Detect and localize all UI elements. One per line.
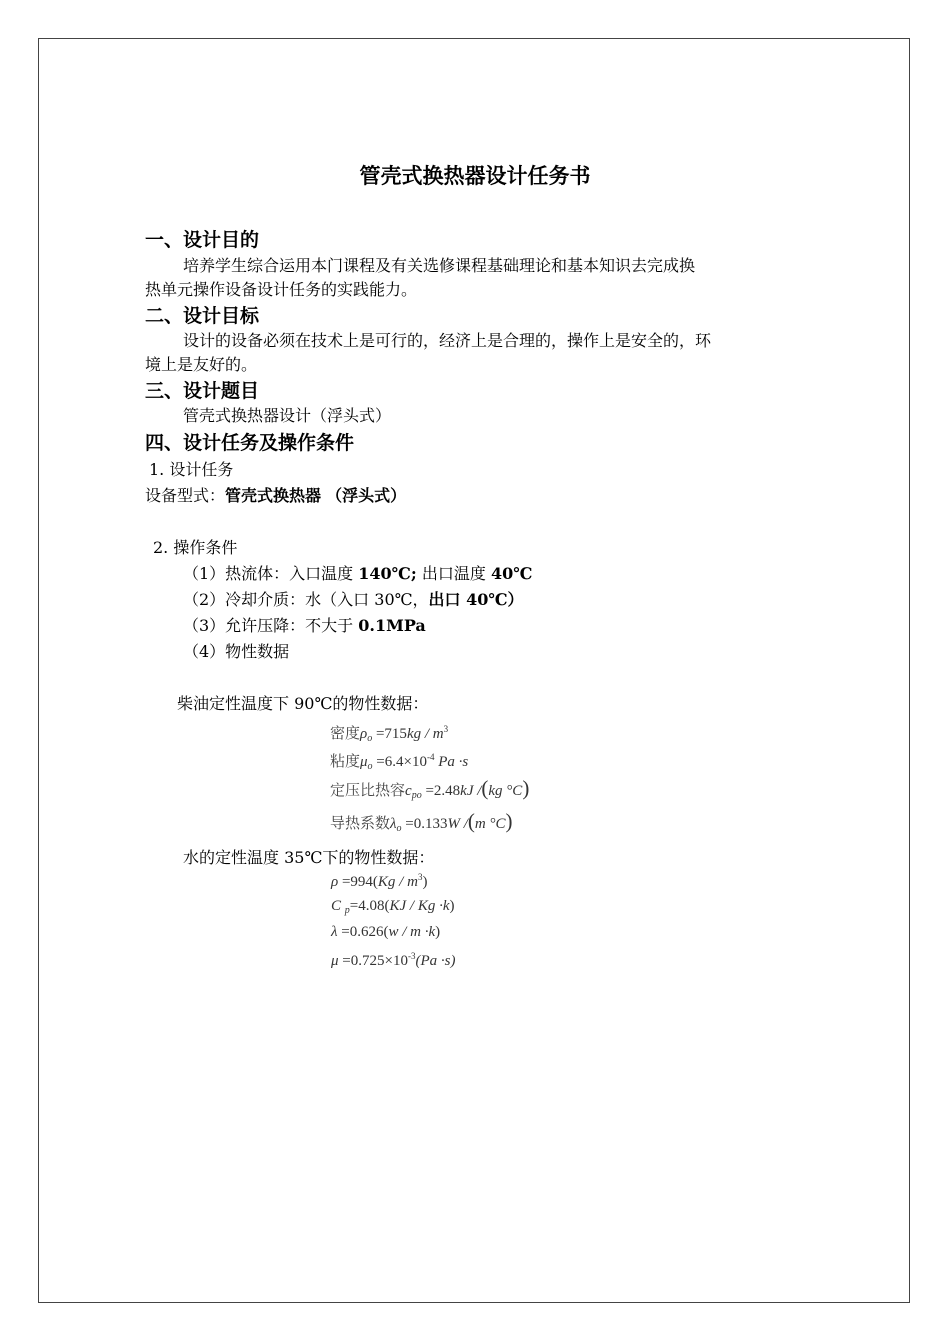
water-cp-sub: p	[344, 905, 350, 916]
equipment-suffix: （浮头式）	[326, 486, 407, 505]
diesel-cp-symbol: c	[405, 783, 412, 799]
close-paren: )	[505, 809, 513, 833]
condition-2	[183, 587, 524, 610]
water-cp-value: =4.08(	[349, 898, 390, 914]
section-3-line-1: 管壳式换热器设计（浮头式）	[183, 406, 392, 425]
water-mu-value: =0.725×10	[342, 953, 408, 969]
diesel-cp-value: =2.48	[425, 783, 461, 799]
diesel-cp-label: 定压比热容	[330, 781, 406, 799]
water-specific-heat	[331, 898, 454, 916]
condition-1-mid: 出口温度	[416, 564, 491, 583]
section-2-line-1: 设计的设备必须在技术上是可行的，经济上是合理的，操作上是安全的，环	[183, 331, 712, 350]
section-2-heading: 二、设计目标	[145, 305, 260, 327]
condition-3-value: 0.1MPa	[358, 616, 426, 635]
water-mu-exp: -3	[407, 951, 416, 961]
water-rho-value: =994(	[341, 874, 378, 890]
condition-1-inlet: 140℃;	[358, 564, 417, 583]
diesel-k-sub: o	[396, 823, 402, 834]
water-rho-unit: Kg / m	[377, 874, 418, 890]
diesel-viscosity-symbol: μ	[360, 754, 368, 770]
diesel-viscosity-unit: Pa ·s	[438, 754, 469, 770]
water-rho-close: )	[422, 874, 428, 890]
water-viscosity	[331, 951, 455, 970]
water-mu-unit: (Pa ·s)	[415, 953, 456, 969]
diesel-cp-unit: kJ /	[460, 783, 482, 799]
diesel-density-unit: kg / m	[406, 726, 444, 742]
condition-3-prefix: （3）允许压降：不大于	[183, 616, 359, 635]
close-paren: )	[522, 776, 530, 800]
condition-2-prefix: （2）冷却介质：水（入口 30℃，	[183, 590, 429, 609]
diesel-k-unit-2: m °C	[474, 816, 506, 832]
condition-3	[183, 613, 426, 636]
water-lambda-symbol: λ	[331, 924, 338, 940]
open-paren: (	[467, 809, 475, 833]
water-lambda-value: =0.626(	[341, 924, 389, 940]
water-rho-symbol: ρ	[331, 874, 339, 890]
diesel-k-value: =0.133	[405, 816, 448, 832]
condition-1	[183, 561, 532, 584]
diesel-specific-heat	[330, 778, 529, 801]
diesel-k-unit: W /	[447, 816, 468, 832]
section-1-heading: 一、设计目的	[145, 229, 260, 251]
conditions-label: 2. 操作条件	[153, 538, 238, 557]
diesel-k-symbol: λ	[390, 816, 397, 832]
diesel-viscosity-label: 粘度	[330, 752, 361, 770]
diesel-cp-sub: po	[411, 790, 422, 801]
condition-1-prefix: （1）热流体：入口温度	[183, 564, 359, 583]
equipment-prefix: 设备型式：	[145, 486, 226, 505]
water-density	[331, 872, 427, 891]
section-1-line-2: 热单元操作设备设计任务的实践能力。	[145, 280, 418, 299]
diesel-cp-unit-2: kg °C	[488, 783, 523, 799]
condition-4: （4）物性数据	[183, 642, 290, 661]
water-conductivity	[331, 924, 440, 941]
task-label: 1. 设计任务	[149, 460, 234, 479]
diesel-viscosity-exp: -4	[426, 752, 435, 762]
water-heading: 水的定性温度 35℃下的物性数据：	[183, 848, 435, 867]
diesel-k-label: 导热系数	[330, 814, 391, 832]
diesel-viscosity-value: =6.4×10	[376, 754, 427, 770]
document-title: 管壳式换热器设计任务书	[359, 164, 591, 188]
equipment-type-line	[145, 483, 406, 506]
water-cp-symbol: C	[331, 898, 342, 914]
diesel-density-sub: o	[367, 733, 373, 744]
diesel-viscosity-sub: o	[367, 761, 373, 772]
section-4-heading: 四、设计任务及操作条件	[145, 432, 355, 454]
water-lambda-close: )	[435, 924, 441, 940]
water-cp-unit: KJ / Kg ·k	[389, 898, 450, 914]
water-rho-exp: 3	[417, 872, 423, 882]
section-1-line-1: 培养学生综合运用本门课程及有关选修课程基础理论和基本知识去完成换	[183, 256, 696, 275]
water-mu-symbol: μ	[331, 953, 339, 969]
diesel-density-symbol: ρ	[360, 726, 368, 742]
diesel-density-label: 密度	[330, 724, 361, 742]
diesel-density-value: =715	[375, 726, 407, 742]
diesel-conductivity	[330, 811, 513, 834]
diesel-heading: 柴油定性温度下 90℃的物性数据：	[177, 694, 429, 713]
open-paren: (	[481, 776, 489, 800]
water-lambda-unit: w / m ·k	[388, 924, 436, 940]
section-3-heading: 三、设计题目	[145, 380, 260, 402]
section-2-line-2: 境上是友好的。	[145, 355, 258, 374]
diesel-density-exp: 3	[443, 724, 449, 734]
water-cp-close: )	[449, 898, 455, 914]
condition-1-outlet: 40℃	[490, 564, 533, 583]
diesel-viscosity	[330, 750, 468, 772]
equipment-value: 管壳式换热器	[225, 486, 322, 505]
condition-2-bold: 出口 40℃）	[428, 590, 524, 609]
diesel-density	[330, 722, 448, 744]
